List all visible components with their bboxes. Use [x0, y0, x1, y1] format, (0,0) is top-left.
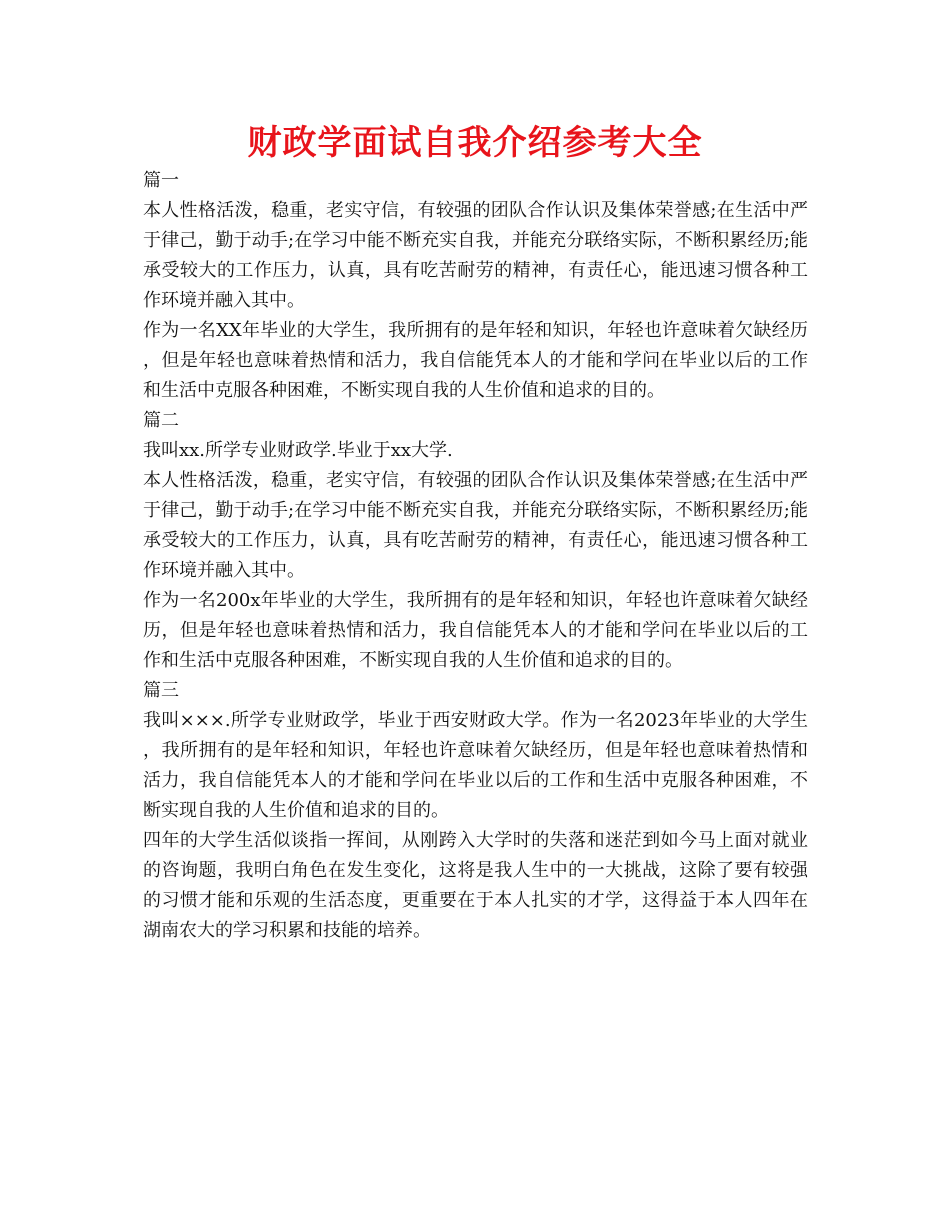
section-heading: 篇二	[143, 410, 179, 431]
section-1	[143, 166, 808, 406]
document-body	[143, 166, 808, 946]
document-title: 财政学面试自我介绍参考大全	[247, 123, 703, 163]
paragraph: 我叫×××.所学专业财政学，毕业于西安财政大学。作为一名2023年毕业的大学生，我所拥有的是年轻和知识，年轻也许意味着欠缺经历，但是年轻也意味着热情和活力，我自信能凭本人的才能和学问在毕业以后的工作和生活中克服各种困难，不断实现自我的人生价值和追求的目的。	[143, 710, 808, 821]
paragraph: 四年的大学生活似谈指一挥间，从刚跨入大学时的失落和迷茫到如今马上面对就业的咨询题，我明白角色在发生变化，这将是我人生中的一大挑战，这除了要有较强的习惯才能和乐观的生活态度，更重要在于本人扎实的才学，这得益于本人四年在湖南农大的学习积累和技能的培养。	[143, 830, 808, 941]
paragraph: 作为一名200x年毕业的大学生，我所拥有的是年轻和知识，年轻也许意味着欠缺经历，但是年轻也意味着热情和活力，我自信能凭本人的才能和学问在毕业以后的工作和生活中克服各种困难，不断实现自我的人生价值和追求的目的。	[143, 590, 808, 671]
section-3	[143, 676, 808, 946]
section-heading: 篇三	[143, 680, 179, 701]
paragraph: 本人性格活泼，稳重，老实守信，有较强的团队合作认识及集体荣誉感;在生活中严于律己，勤于动手;在学习中能不断充实自我，并能充分联络实际，不断积累经历;能承受较大的工作压力，认真，具有吃苦耐劳的精神，有责任心，能迅速习惯各种工作环境并融入其中。	[143, 200, 808, 311]
paragraph: 作为一名XX年毕业的大学生，我所拥有的是年轻和知识，年轻也许意味着欠缺经历，但是年轻也意味着热情和活力，我自信能凭本人的才能和学问在毕业以后的工作和生活中克服各种困难，不断实现自我的人生价值和追求的目的。	[143, 320, 808, 401]
section-heading: 篇一	[143, 170, 179, 191]
section-2	[143, 406, 808, 676]
paragraph: 我叫xx.所学专业财政学.毕业于xx大学.	[143, 440, 453, 461]
paragraph: 本人性格活泼，稳重，老实守信，有较强的团队合作认识及集体荣誉感;在生活中严于律己，勤于动手;在学习中能不断充实自我，并能充分联络实际，不断积累经历;能承受较大的工作压力，认真，具有吃苦耐劳的精神，有责任心，能迅速习惯各种工作环境并融入其中。	[143, 470, 808, 581]
